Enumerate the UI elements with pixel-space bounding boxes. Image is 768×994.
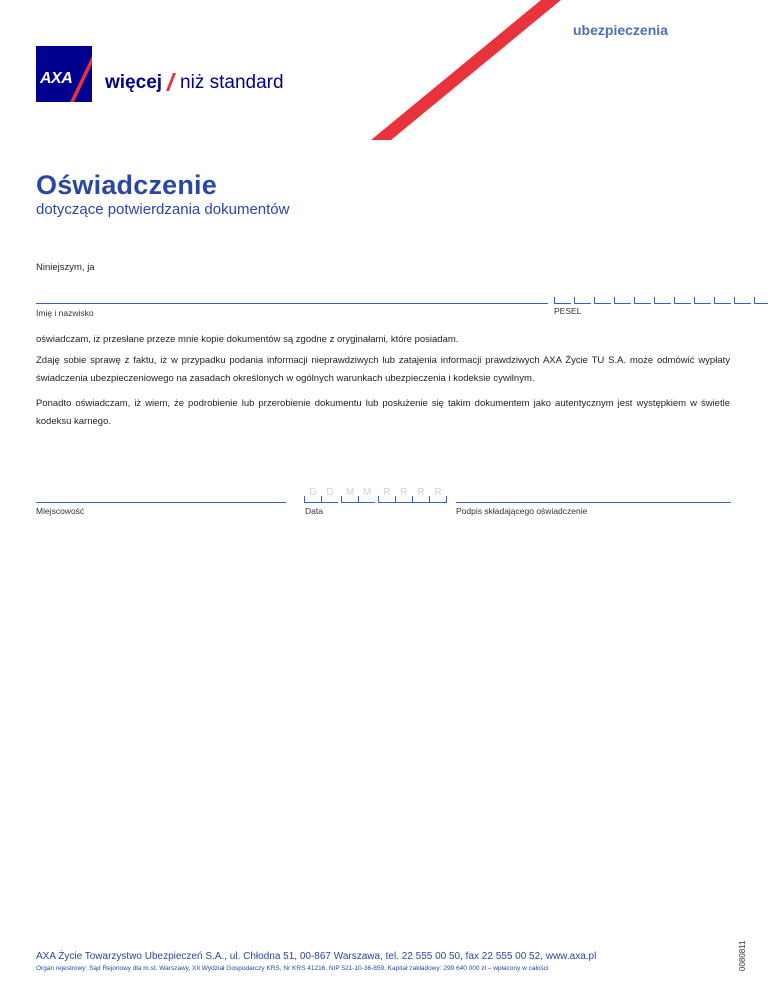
footer-company: AXA Życie Towarzystwo Ubezpieczeń S.A., ul. Chłodna 51, 00-867 Warszawa, tel. 22 555 00 50, fax 22 555 00 52, www.axa.pl <box>36 951 597 962</box>
date-day-2: D <box>326 487 334 498</box>
document-number: 0080811 <box>738 940 747 971</box>
paragraph-copies: oświadczam, iż przesłane przeze mnie kopie dokumentów są zgodne z oryginałami, które posiadam. <box>36 334 459 345</box>
date-field[interactable] <box>304 487 447 503</box>
logo-text: AXA <box>40 70 73 87</box>
signature-label: Podpis składającego oświadczenie <box>456 506 588 516</box>
intro-text: Niniejszym, ja <box>36 262 95 273</box>
slogan-bold: więcej <box>105 72 163 93</box>
paragraph-awareness: Zdaję sobie sprawę z faktu, iż w przypadku podania informacji nieprawdziwych lub zatajenia informacji prawdziwych AXA Życie TU S.A. może odmówić wypłaty świadczenia ubezpieczeniowego na zasadach określonych w ogólnych warunkach ubezpieczenia i kodeksie cywilnym. <box>36 355 730 384</box>
page-title: Oświadczenie <box>36 170 217 200</box>
pesel-field[interactable] <box>554 297 768 304</box>
slogan-rest: niż standard <box>180 72 284 93</box>
date-month-1: M <box>345 487 355 498</box>
place-field[interactable] <box>36 502 286 503</box>
name-label: Imię i nazwisko <box>36 308 94 318</box>
name-field[interactable] <box>36 303 548 304</box>
date-year-3: R <box>417 487 425 498</box>
date-label: Data <box>305 506 323 516</box>
place-label: Miejscowość <box>36 506 85 516</box>
date-month-2: M <box>362 487 372 498</box>
pesel-label: PESEL <box>554 306 582 316</box>
paragraph-penalty: Ponadto oświadczam, iż wiem, że podrobienie lub przerobienie dokumentu lub posłużenie się takim dokumentem jako autentycznym jest występkiem w świetle kodeksu karnego. <box>36 398 730 427</box>
date-year-4: R <box>434 487 442 498</box>
date-year-1: R <box>383 487 391 498</box>
date-day-1: D <box>309 487 317 498</box>
axa-logo <box>36 46 92 102</box>
page-subtitle: dotyczące potwierdzania dokumentów <box>36 201 290 218</box>
date-year-2: R <box>400 487 408 498</box>
slash-icon <box>166 73 176 91</box>
slogan <box>105 72 284 94</box>
footer-registry: Organ rejestrowy: Sąd Rejonowy dla m.st. Warszawy, XII Wydział Gospodarczy KRS, Nr KRS 41216, NIP 521-10-36-859, Kapitał zakładowy: 299 640 000 zł – wpłacony w całości <box>36 965 549 972</box>
brand-label: ubezpieczenia <box>573 22 668 38</box>
signature-field[interactable] <box>456 502 731 503</box>
